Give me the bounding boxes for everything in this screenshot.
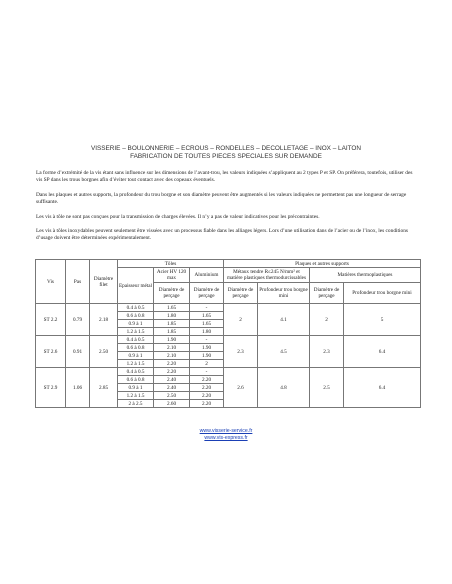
col-header-diametre-percage-acier: Diamètre de perçage (154, 283, 190, 304)
cell-aluminium: - (190, 304, 224, 312)
paragraph-2: Dans les plaques et autres supports, la profondeur du trou borgne et son diamètre peuvent être augmentés si les valeurs indiquées ne permettent pas une longueur de serrage suffisante. (36, 192, 407, 205)
cell-pas: 0.79 (66, 304, 90, 336)
cell-aluminium: 1.90 (190, 344, 224, 352)
cell-epaisseur: 0.6 à 0.8 (118, 312, 154, 320)
cell-acier: 2.10 (154, 344, 190, 352)
cell-aluminium: - (190, 336, 224, 344)
cell-epaisseur: 0.4 à 0.5 (118, 304, 154, 312)
cell-aluminium: 2 (190, 360, 224, 368)
cell-aluminium: 2.20 (190, 392, 224, 400)
cell-acier: 2.40 (154, 384, 190, 392)
cell-aluminium: 2.20 (190, 376, 224, 384)
cell-aluminium: 1.90 (190, 352, 224, 360)
footer-links (0, 428, 452, 441)
cell-epaisseur: 0.6 à 0.8 (118, 376, 154, 384)
cell-acier: 2.60 (154, 400, 190, 408)
cell-metaux-profondeur: 4.1 (258, 304, 310, 336)
cell-epaisseur: 0.4 à 0.5 (118, 336, 154, 344)
col-header-profondeur-metaux: Profondeur trou borgne mini (258, 283, 310, 304)
paragraph-4: Les vis à tôles inoxydables peuvent seulement être vissées avec un processus fiable dans les alliages légers. Lors d’une utilisation dans de l’acier ou de l’inox, les conditions d’usage doivent être déterminées expérimentalement. (36, 228, 409, 241)
cell-aluminium: 1.65 (190, 320, 224, 328)
pilot-hole-table (35, 259, 421, 408)
cell-epaisseur: 1.2 à 1.5 (118, 360, 154, 368)
cell-acier: 2.20 (154, 368, 190, 376)
cell-acier: 1.65 (154, 304, 190, 312)
col-header-diametre-filet: Diamètre filet (90, 260, 118, 304)
table-row (36, 304, 421, 312)
paragraph-1: La forme d’extrémité de la vis étant sans influence sur les dimensions de l’avant-trou, les valeurs indiquées s’appliquent au 2 types P et SP. On préférera, toutefois, utiliser des vis SP dans les trous borgnes afin d’éviter tout contact avec des copeaux éventuels. (36, 170, 413, 183)
group-header-plaques: Plaques et autres supports (224, 260, 421, 268)
cell-epaisseur: 0.9 à 1 (118, 384, 154, 392)
cell-thermo-profondeur: 5 (344, 304, 421, 336)
cell-aluminium: 2.20 (190, 384, 224, 392)
cell-acier: 1.85 (154, 320, 190, 328)
cell-thermo-profondeur: 6.4 (344, 336, 421, 368)
col-header-metaux-tendres: Métaux tendre R≤245 N/mm² et matière plastiques thermodurcissables (224, 268, 310, 283)
table-row (36, 368, 421, 376)
col-header-epaisseur: Epaisseur métal (118, 268, 154, 304)
link-visserie-service[interactable]: www.visserie-service.fr (199, 428, 253, 434)
paragraph-3: Les vis à tôle ne sont pas conçues pour la transmission de charges élevées. Il n’y a pas de valeur indicatives pour les précontraintes. (36, 214, 320, 220)
cell-metaux-diametre: 2.6 (224, 368, 258, 408)
col-header-diametre-percage-thermo: Diamètre de perçage (310, 283, 344, 304)
col-header-diametre-percage-alu: Diamètre de perçage (190, 283, 224, 304)
cell-thermo-profondeur: 6.4 (344, 368, 421, 408)
col-header-vis: Vis (36, 260, 66, 304)
cell-acier: 2.20 (154, 360, 190, 368)
cell-vis: ST 2.9 (36, 368, 66, 408)
cell-metaux-profondeur: 4.8 (258, 368, 310, 408)
cell-acier: 2.10 (154, 352, 190, 360)
col-header-aluminium: Aluminium (190, 268, 224, 283)
col-header-acier: Acier HV 120 max (154, 268, 190, 283)
cell-epaisseur: 0.9 à 1 (118, 352, 154, 360)
col-header-thermoplastiques: Matières thermoplastiques (310, 268, 421, 283)
cell-metaux-profondeur: 4.5 (258, 336, 310, 368)
group-header-toles: Tôles (118, 260, 224, 268)
header-line-1: VISSERIE – BOULONNERIE – ECROUS – RONDELLES – DECOLLETAGE – INOX – LAITON (90, 145, 362, 152)
cell-epaisseur: 1.2 à 1.5 (118, 392, 154, 400)
table-row (36, 336, 421, 344)
cell-vis: ST 2.6 (36, 336, 66, 368)
col-header-pas: Pas (66, 260, 90, 304)
cell-metaux-diametre: 2 (224, 304, 258, 336)
cell-acier: 1.80 (154, 312, 190, 320)
cell-metaux-diametre: 2.3 (224, 336, 258, 368)
col-header-diametre-percage-metaux: Diamètre de perçage (224, 283, 258, 304)
cell-thermo-diametre: 2.5 (310, 368, 344, 408)
cell-epaisseur: 0.9 à 1 (118, 320, 154, 328)
cell-diametre-filet: 2.18 (90, 304, 118, 336)
cell-aluminium: - (190, 368, 224, 376)
cell-vis: ST 2.2 (36, 304, 66, 336)
cell-epaisseur: 0.6 à 0.8 (118, 344, 154, 352)
cell-aluminium: 2.20 (190, 400, 224, 408)
cell-acier: 1.90 (154, 336, 190, 344)
cell-diametre-filet: 2.50 (90, 336, 118, 368)
cell-acier: 1.85 (154, 328, 190, 336)
link-vis-express[interactable]: www.vis-express.fr (204, 434, 248, 441)
cell-pas: 0.91 (66, 336, 90, 368)
cell-thermo-diametre: 2.3 (310, 336, 344, 368)
cell-aluminium: 1.80 (190, 328, 224, 336)
cell-acier: 2.40 (154, 376, 190, 384)
cell-thermo-diametre: 2 (310, 304, 344, 336)
document-header (0, 145, 452, 160)
cell-acier: 2.50 (154, 392, 190, 400)
cell-epaisseur: 1.2 à 1.5 (118, 328, 154, 336)
cell-diametre-filet: 2.85 (90, 368, 118, 408)
col-header-profondeur-thermo: Profondeur trou borgne mini (344, 283, 421, 304)
cell-epaisseur: 2 à 2.5 (118, 400, 154, 408)
cell-pas: 1.06 (66, 368, 90, 408)
header-line-2: FABRICATION DE TOUTES PIECES SPECIALES SUR DEMANDE (130, 152, 322, 160)
cell-aluminium: 1.65 (190, 312, 224, 320)
cell-epaisseur: 0.4 à 0.5 (118, 368, 154, 376)
